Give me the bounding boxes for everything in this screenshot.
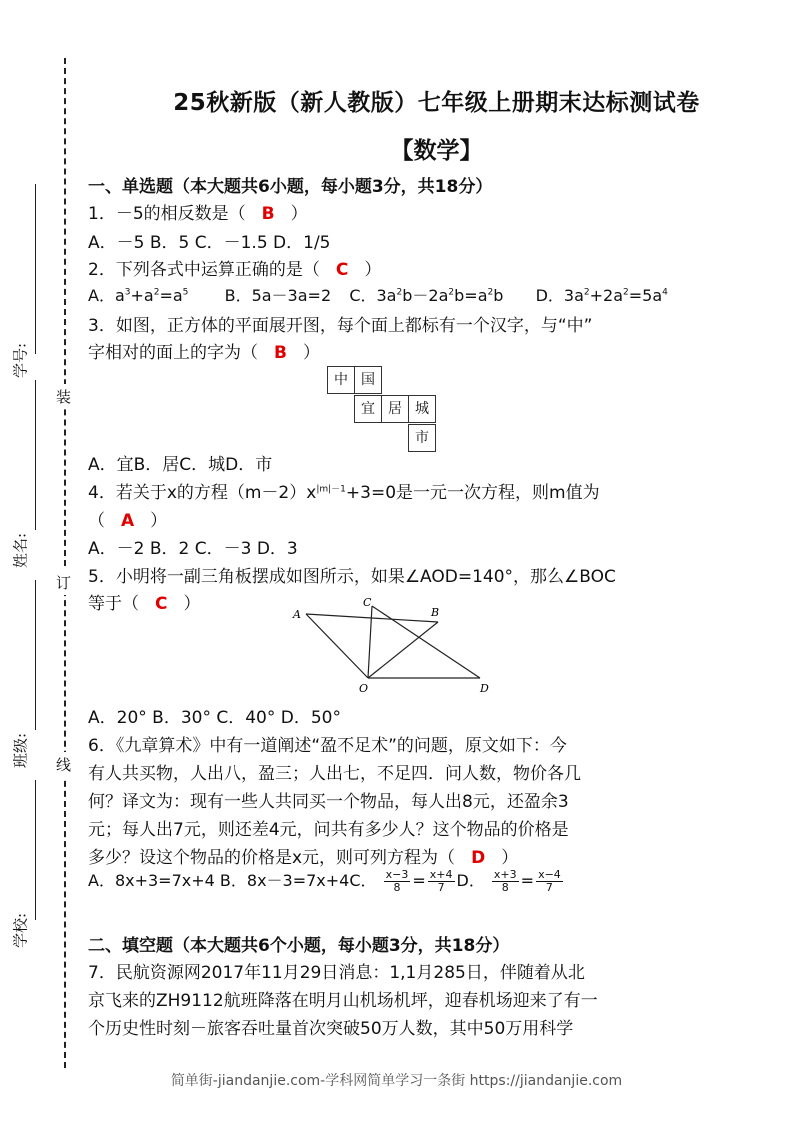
q6-option-d: D．	[456, 871, 485, 890]
question-4-open: （	[88, 511, 105, 531]
school-label: 学校:	[11, 912, 30, 949]
question-7-line-3: 个历史性时刻－旅客吞吐量首次突破50万人数，其中50万用科学	[88, 1019, 574, 1039]
q6-d-eq: =	[520, 871, 535, 890]
school-line	[35, 780, 36, 920]
question-6-line-5	[88, 843, 518, 868]
q6-c-eq: =	[412, 871, 426, 890]
name-line	[35, 380, 36, 530]
q2-a-3: =a	[159, 286, 183, 305]
q6-c-frac-1-den: 8	[393, 881, 401, 894]
q2-c-e2: 2	[448, 287, 455, 298]
q2-a-e2: 2	[153, 287, 160, 298]
question-5-answer: C	[155, 594, 168, 614]
question-6-close: ）	[501, 848, 519, 868]
question-3-line-2	[88, 338, 320, 363]
q2-a-1: A．a	[88, 286, 125, 305]
binding-char-xian: 线	[56, 752, 71, 777]
question-1-stem: 1．－5的相反数是（	[88, 204, 246, 224]
question-6-line-1: 6．《九章算术》中有一道阐述“盈不足术”的问题，原文如下：今	[88, 736, 567, 756]
segment-co	[368, 606, 372, 678]
question-5-line-2	[88, 589, 200, 614]
q2-a-e3: 5	[182, 287, 189, 298]
q2-c-e3: 2	[487, 287, 494, 298]
q2-c-3: b=a	[454, 286, 488, 305]
q2-c-4: b	[493, 286, 504, 305]
q2-option-b: B．5a－3a=2	[224, 286, 332, 305]
q2-c-e1: 2	[396, 287, 403, 298]
question-3-options: A．宜B．居C．城D．市	[88, 455, 273, 475]
q2-option-d	[536, 286, 668, 305]
q2-d-3: =5a	[628, 286, 663, 305]
question-4-line-1	[88, 478, 600, 503]
question-2	[88, 255, 381, 280]
binding-dashed-line	[64, 58, 66, 1068]
question-6-line-4: 元；每人出7元，则还差4元，问共有多少人？这个物品的价格是	[88, 820, 569, 840]
class-label: 班级:	[11, 732, 30, 769]
question-4-options: A．－2 B．2 C．－3 D．3	[88, 539, 298, 559]
page-title: 25秋新版（新人教版）七年级上册期末达标测试卷	[173, 90, 700, 116]
question-7-line-1: 7．民航资源网2017年11月29日消息：1,1月285日，伴随着从北	[88, 963, 585, 983]
net-cell-cheng: 城	[408, 395, 436, 423]
question-2-answer: C	[335, 260, 349, 280]
q2-d-e1: 2	[583, 287, 590, 298]
question-3-line-1: 3．如图，正方体的平面展开图，每个面上都标有一个汉字，与“中”	[88, 316, 593, 336]
q6-c-frac-2-den: 7	[437, 881, 445, 894]
q2-option-c	[349, 286, 503, 305]
q2-c-2: b－2a	[402, 286, 449, 305]
q2-d-e2: 2	[623, 287, 629, 298]
binding-char-ding: 订	[56, 570, 71, 595]
class-line	[35, 580, 36, 730]
net-cell-guo: 国	[354, 366, 382, 394]
net-cell-zhong: 中	[327, 366, 355, 394]
page-subtitle: 【数学】	[390, 138, 483, 164]
question-7-line-2: 京飞来的ZH9112航班降落在明月山机场机坪，迎春机场迎来了有一	[88, 991, 598, 1011]
q6-d-frac-2-den: 7	[545, 881, 553, 894]
question-1-options: A．－5 B．5 C．－1.5 D．1/5	[88, 233, 331, 253]
q6-d-frac-2-num: x−4	[538, 868, 561, 881]
binding-char-zhuang: 装	[56, 384, 71, 409]
q6-c-frac-2	[428, 869, 455, 894]
question-2-close: ）	[364, 260, 382, 280]
question-6-line-2: 有人共买物，人出八，盈三；人出七，不足四．问人数，物价各几	[88, 764, 581, 784]
question-4-close: ）	[150, 511, 168, 531]
question-6-options	[88, 868, 565, 894]
q6-c-frac-2-num: x+4	[429, 868, 453, 881]
question-2-options	[88, 283, 668, 306]
point-b-label: B	[431, 606, 440, 619]
q6-c-frac-1-num: x−3	[385, 868, 409, 881]
q2-d-e3: 4	[662, 287, 668, 298]
question-5-close: ）	[183, 594, 201, 614]
segment-ob	[368, 622, 438, 678]
segment-cd	[372, 606, 480, 678]
q6-d-frac-1-num: x+3	[493, 868, 517, 881]
question-4-stem-a: 4．若关于x的方程（m－2）x	[88, 483, 317, 503]
question-5-line-1: 5．小明将一副三角板摆成如图所示，如果∠AOD=140°，那么∠BOC	[88, 567, 616, 587]
q6-options-ab: A．8x+3=7x+4 B．8x－3=7x+4C．	[88, 871, 377, 890]
q6-d-frac-1-den: 8	[501, 881, 509, 894]
q2-c-1: C．3a	[349, 286, 397, 305]
q2-a-e1: 3	[124, 287, 131, 298]
cube-net-figure	[327, 366, 437, 452]
question-4-stem-b: +3=0是一元一次方程，则m值为	[345, 483, 600, 503]
point-o-label: O	[359, 682, 369, 695]
q2-d-1: D．3a	[535, 286, 584, 305]
question-6-stem: 多少？设这个物品的价格是x元，则可列方程为（	[88, 848, 456, 868]
question-2-stem: 2．下列各式中运算正确的是（	[88, 260, 320, 280]
q6-d-frac-2	[536, 869, 563, 894]
question-5-stem: 等于（	[88, 594, 139, 614]
question-3-close: ）	[302, 343, 320, 363]
net-cell-shi: 市	[408, 424, 436, 452]
point-d-label: D	[480, 682, 489, 695]
question-6-answer: D	[471, 848, 486, 868]
q6-c-frac-1	[384, 869, 411, 894]
point-c-label: C	[363, 596, 372, 609]
q2-d-2: +2a	[589, 286, 624, 305]
student-id-line	[35, 184, 36, 354]
question-1	[88, 199, 308, 224]
triangle-figure	[288, 596, 498, 698]
footer-watermark: 简单街-jiandanjie.com-学科网简单学习一条街 https://jiandanjie.com	[170, 1073, 623, 1089]
section-heading-1: 一、单选题（本大题共6小题，每小题3分，共18分）	[88, 177, 493, 197]
segment-ao	[306, 614, 368, 678]
name-label: 姓名:	[11, 532, 30, 569]
question-6-line-3: 何？译文为：现有一些人共同买一个物品，每人出8元，还盈余3	[88, 792, 569, 812]
section-heading-2: 二、填空题（本大题共6个小题，每小题3分，共18分）	[88, 936, 510, 956]
question-3-answer: B	[274, 343, 287, 363]
question-4-line-2	[88, 506, 167, 531]
question-3-stem: 字相对的面上的字为（	[88, 343, 258, 363]
question-5-options: A．20° B．30° C．40° D．50°	[88, 708, 341, 728]
question-4-exponent: |m|－1	[316, 484, 346, 495]
q2-option-a	[88, 286, 188, 305]
point-a-label: A	[293, 608, 301, 621]
question-1-close: ）	[290, 204, 308, 224]
net-cell-ju: 居	[381, 395, 409, 423]
student-id-label: 学号:	[11, 342, 30, 379]
question-4-answer: A	[121, 511, 135, 531]
question-1-answer: B	[261, 204, 275, 224]
binding-margin	[0, 0, 80, 1122]
q2-a-2: +a	[130, 286, 154, 305]
net-cell-yi: 宜	[354, 395, 382, 423]
q6-d-frac-1	[492, 869, 519, 894]
